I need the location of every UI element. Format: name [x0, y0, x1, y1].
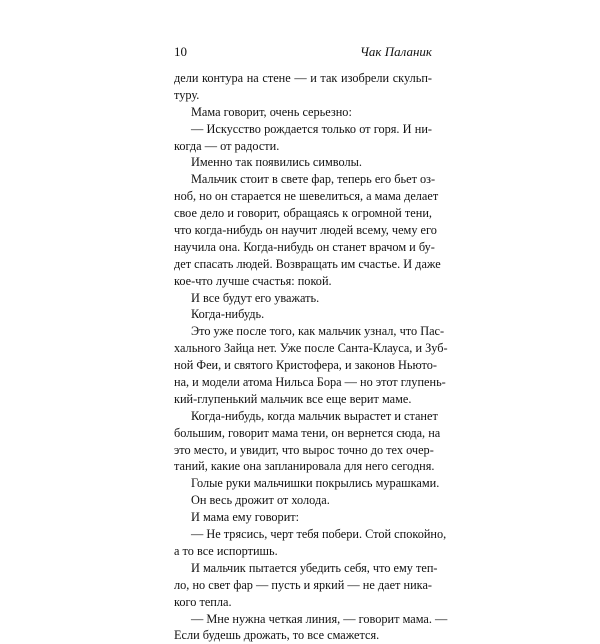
text-line: ло, но свет фар — пусть и яркий — не дает ника-	[174, 577, 432, 592]
text-line: таний, какие она запланировала для него сегодня.	[174, 459, 435, 474]
text-line: И мама ему говорит:	[191, 510, 300, 525]
text-line: это место, и увидит, что вырос точно до тех очер-	[174, 442, 434, 457]
text-line: Он весь дрожит от холода.	[191, 493, 330, 508]
text-line: И все будут его уважать.	[191, 290, 320, 305]
text-line: дет спасать людей. Возвращать им счастье. И даже	[174, 256, 441, 271]
body-text	[174, 70, 448, 644]
text-line: научила она. Когда-нибудь он станет врачом и бу-	[174, 239, 435, 254]
text-line: Мальчик стоит в свете фар, теперь его бьет оз-	[191, 172, 436, 187]
text-line: Если будешь дрожать, то все смажется.	[174, 628, 380, 643]
page-header	[174, 40, 432, 60]
text-line: свое дело и говорит, обращаясь к огромной тени,	[174, 206, 432, 221]
text-line: Это уже после того, как мальчик узнал, что Пас-	[191, 324, 445, 339]
text-line: а то все испортишь.	[174, 543, 278, 558]
text-line: И мальчик пытается убедить себя, что ему теп-	[191, 560, 438, 575]
text-line: Когда-нибудь, когда мальчик вырастет и станет	[191, 408, 438, 423]
text-line: хального Зайца нет. Уже после Санта-Клауса, и Зуб-	[174, 341, 448, 356]
text-line: Когда-нибудь.	[191, 307, 265, 322]
text-line: на, и модели атома Нильса Бора — но этот глупень-	[174, 375, 446, 390]
text-line: — Мне нужна четкая линия, — говорит мама. —	[191, 611, 448, 626]
text-line: дели контура на стене — и так изобрели скульп-	[174, 71, 432, 85]
page-number: 10	[174, 44, 187, 59]
text-line: — Искусство рождается только от горя. И ни-	[191, 121, 432, 136]
text-line: Мама говорит, очень серьезно:	[191, 104, 352, 119]
text-line: кий-глупенький мальчик все еще верит маме.	[174, 391, 412, 406]
text-line: Именно так появились символы.	[191, 155, 362, 170]
text-line: кого тепла.	[174, 594, 232, 609]
text-line: когда — от радости.	[174, 138, 280, 153]
text-line: большим, говорит мама тени, он вернется сюда, на	[174, 425, 441, 440]
text-line: Голые руки мальчишки покрылись мурашками.	[191, 476, 440, 491]
text-line: ной Феи, и святого Кристофера, и законов Ньюто-	[174, 358, 437, 373]
text-line: — Не трясись, черт тебя побери. Стой спокойно,	[191, 527, 447, 542]
text-line: кое-что лучше счастья: покой.	[174, 273, 332, 288]
text-line: что когда-нибудь он научит людей всему, чему его	[174, 223, 437, 238]
text-line: туру.	[174, 87, 200, 102]
text-line: ноб, но он старается не шевелиться, а мама делает	[174, 189, 439, 204]
running-title: Чак Паланик	[359, 44, 432, 59]
